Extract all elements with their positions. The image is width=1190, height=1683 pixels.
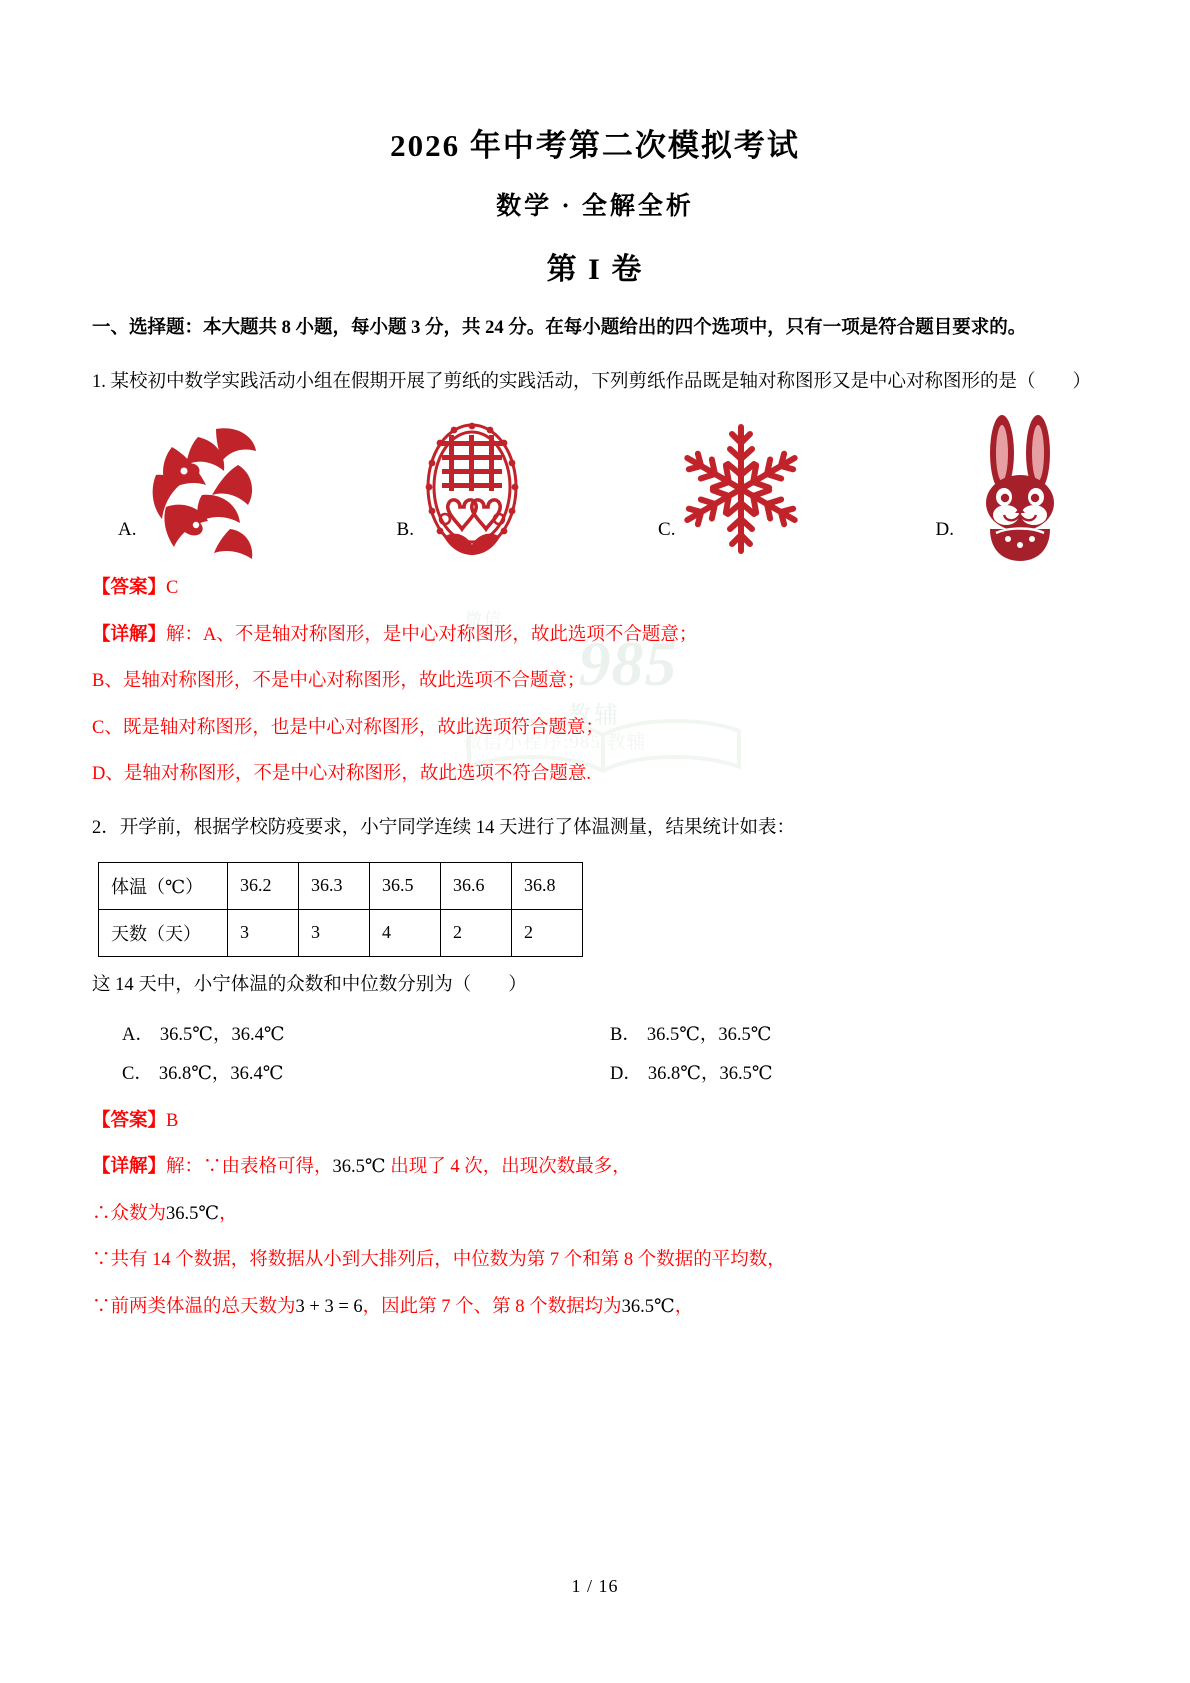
question-2-choices: [92, 1016, 1098, 1094]
table-row: [99, 862, 583, 909]
watermark-line: 微信小程序:985 教辅: [463, 732, 647, 753]
watermark-number: 985: [578, 628, 678, 699]
question-2-tail: 这 14 天中，小宁体温的众数和中位数分别为（ ）: [92, 974, 527, 995]
question-2-detail-line-3: ∵共有 14 个数据，将数据从小到大排列后，中位数为第 7 个和第 8 个数据的平均数，: [92, 1250, 786, 1271]
paper-cut-double-happiness-icon: [420, 411, 524, 561]
answer-value: B: [166, 1110, 179, 1131]
choice-b-label: B．: [610, 1025, 641, 1046]
paper-cut-fish-icon: [142, 411, 262, 561]
question-1-answer: [92, 570, 1098, 608]
choice-a-text: 36.5℃，36.4℃: [159, 1025, 285, 1046]
cell: 4: [370, 909, 441, 956]
option-c-letter: C.: [658, 519, 676, 541]
choice-a-label: A．: [122, 1025, 154, 1046]
question-2-detail-line-1: [92, 1149, 1098, 1187]
table-row: [99, 909, 583, 956]
option-b[interactable]: [397, 411, 524, 561]
detail-text: 解：A、不是轴对称图形，是中心对称图形，故此选项不合题意；: [166, 624, 698, 645]
option-b-letter: B.: [396, 519, 414, 541]
watermark-top-text: 微信: [465, 610, 503, 629]
section-intro: 一、选择题：本大题共 8 小题，每小题 3 分，共 24 分。在每小题给出的四个选项中，只有一项是符合题目要求的。: [92, 318, 1027, 339]
choice-d-label: D．: [610, 1063, 642, 1084]
option-a[interactable]: [118, 411, 262, 561]
choice-row: [122, 1016, 1098, 1055]
paper-cut-snowflake-icon: [681, 411, 801, 561]
option-d[interactable]: [936, 411, 1080, 561]
question-1-detail-line-2: B、是轴对称图形，不是中心对称图形，故此选项不合题意；: [92, 671, 586, 692]
question-2-stem: 2．开学前，根据学校防疫要求，小宁同学连续 14 天进行了体温测量，结果统计如表：: [92, 818, 796, 839]
detail-tag: 【详解】: [92, 1157, 167, 1178]
row-header: 天数（天）: [99, 909, 228, 956]
detail-tag: 【详解】: [92, 624, 167, 645]
choice-b-text: 36.5℃，36.5℃: [646, 1025, 772, 1046]
choice-a[interactable]: [122, 1016, 610, 1055]
temperature-table: [98, 862, 583, 957]
choice-c-text: 36.8℃，36.4℃: [158, 1063, 284, 1084]
choice-d-text: 36.8℃，36.5℃: [647, 1063, 773, 1084]
cell: 36.2: [228, 862, 299, 909]
choice-c-label: C．: [122, 1063, 153, 1084]
paper-part-label: 第 I 卷: [546, 253, 644, 287]
answer-value: C: [166, 578, 179, 599]
choice-row: [122, 1055, 1098, 1094]
question-2-detail-line-2: ∴众数为36.5℃，: [92, 1203, 238, 1224]
choice-d[interactable]: [610, 1055, 1098, 1094]
question-1-detail-line-4: D、是轴对称图形，不是中心对称图形，故此选项不符合题意.: [92, 764, 591, 785]
question-2-answer: [92, 1103, 1098, 1141]
choice-b[interactable]: [610, 1016, 1098, 1055]
page-title: 2026 年中考第二次模拟考试: [390, 128, 800, 163]
detail-text: 解：∵由表格可得，36.5℃ 出现了 4 次，出现次数最多，: [166, 1157, 631, 1178]
cell: 2: [512, 909, 583, 956]
cell: 3: [299, 909, 370, 956]
question-1-stem: 1. 某校初中数学实践活动小组在假期开展了剪纸的实践活动，下列剪纸作品既是轴对称图形又是中心对称图形的是（ ）: [92, 371, 1092, 392]
choice-c[interactable]: [122, 1055, 610, 1094]
question-1-image-options: [92, 411, 1098, 561]
question-1-detail-line-3: C、既是轴对称图形，也是中心对称图形，故此选项符合题意；: [92, 717, 604, 738]
watermark-brand: 教辅: [567, 703, 621, 729]
page-number: 1 / 16: [571, 1576, 619, 1596]
cell: 36.8: [512, 862, 583, 909]
row-header: 体温（℃）: [99, 862, 228, 909]
question-2-detail-line-4: ∵前两类体温的总天数为3 + 3 = 6，因此第 7 个、第 8 个数据均为36.5℃，: [92, 1296, 694, 1317]
cell: 36.3: [299, 862, 370, 909]
question-1-detail-line-1: [92, 617, 1098, 655]
cell: 3: [228, 909, 299, 956]
option-a-letter: A.: [118, 519, 137, 541]
option-d-letter: D.: [935, 519, 954, 541]
cell: 36.6: [441, 862, 512, 909]
answer-tag: 【答案】: [92, 578, 167, 599]
cell: 36.5: [370, 862, 441, 909]
answer-tag: 【答案】: [92, 1110, 167, 1131]
paper-cut-rabbit-icon: [960, 411, 1080, 561]
page-subtitle: 数学 · 全解全析: [496, 193, 694, 221]
cell: 2: [441, 909, 512, 956]
option-c[interactable]: [658, 411, 801, 561]
